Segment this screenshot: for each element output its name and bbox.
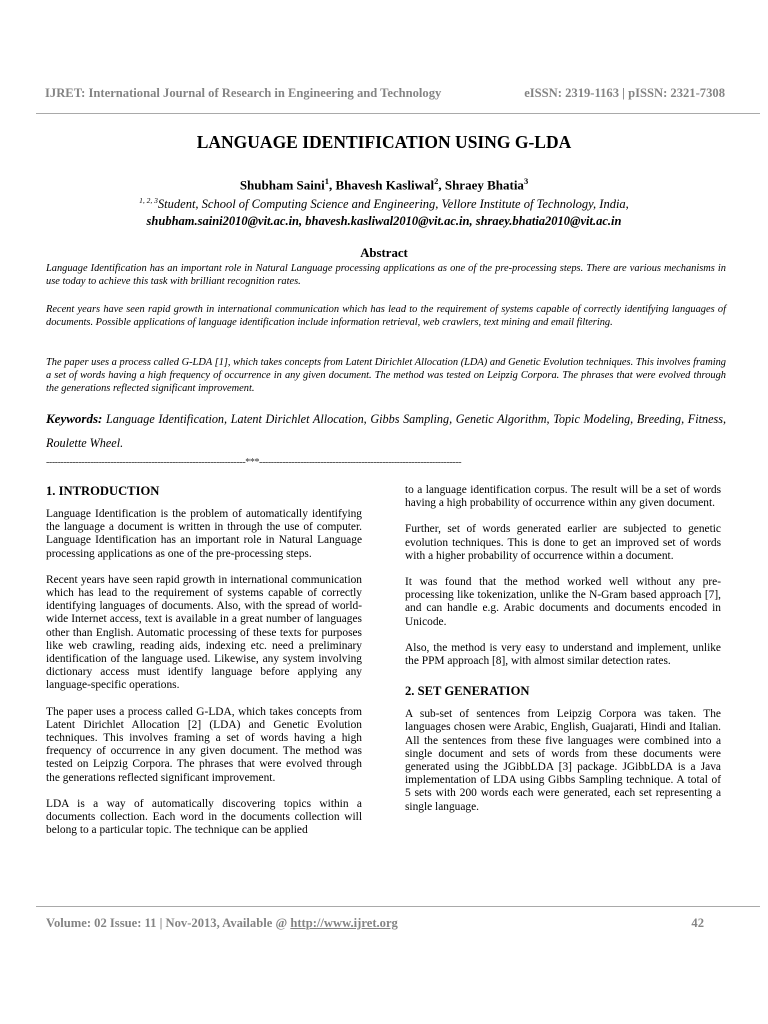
body-paragraph: It was found that the method worked well without any pre-processing like tokenization, unlike the N-Gram based approach [7], and can handle e.g. Arabic documents and documents encoded in Unicode. <box>405 576 721 628</box>
affiliation-text: Student, School of Computing Science and Engineering, Vellore Institute of Technology, India, <box>157 197 629 212</box>
keywords <box>46 407 726 455</box>
author-name: Bhavesh Kasliwal <box>335 177 435 193</box>
section-separator: --------------------------------------------------------------------***--------------------------------------------------------------------- <box>46 457 462 468</box>
body-paragraph: Language Identification is the problem of automatically identifying the language a document is written in through the use of computer. Language Identification has an important role in Natural Language processing applications as one of the pre-processing steps. <box>46 508 362 560</box>
running-header <box>45 86 725 102</box>
page-number: 42 <box>691 916 704 930</box>
footer-rule <box>36 906 760 907</box>
abstract-paragraph: Recent years have seen rapid growth in international communication which has lead to the requirement of systems capable of correctly identifying languages of documents. Possible applications of language identification include information retrieval, web crawlers, text mining and email filtering. <box>46 304 726 328</box>
header-rule <box>36 113 760 114</box>
issn-numbers: eISSN: 2319-1163 | pISSN: 2321-7308 <box>524 86 725 100</box>
right-column <box>405 484 721 827</box>
keywords-label: Keywords: <box>46 411 103 426</box>
volume-info <box>46 916 398 931</box>
paper-title: LANGUAGE IDENTIFICATION USING G-LDA <box>196 132 572 152</box>
author-affil-mark: 2 <box>434 176 439 186</box>
body-paragraph: Also, the method is very easy to understand and implement, unlike the PPM approach [8], with almost similar detection rates. <box>405 641 721 668</box>
affiliation-marks: 1, 2, 3 <box>139 196 158 205</box>
author-affil-mark: 3 <box>523 176 529 186</box>
abstract-paragraph: The paper uses a process called G-LDA [1], which takes concepts from Latent Dirichlet Allocation (LDA) and Genetic Evolution techniques. This involves framing a set of words having a high frequency of occurrence in any given document. The method was tested on Leipzig Corpora. The phrases that were evolved through the generations reflected significant improvement. <box>46 357 726 394</box>
author-list <box>0 176 768 193</box>
abstract-paragraph: Language Identification has an important role in Natural Language processing applications as one of the pre-processing steps. There are various mechanisms in use today to achieve this task with brilliant recognition rates. <box>46 263 726 287</box>
affiliation <box>0 196 768 212</box>
body-paragraph: Further, set of words generated earlier are subjected to genetic evolution techniques. This is done to get an improved set of words with a higher probability of occurrence within a document. <box>405 523 721 562</box>
left-column <box>46 484 362 850</box>
body-paragraph: Recent years have seen rapid growth in international communication which has lead to the requirement of systems capable of correctly identifying languages of documents. Also, with the spread of world-wide Internet access, text is available in a great number of languages other than English. Automatic processing of these texts for purposes like web crawling, reading aids, indexing etc. need a preliminary identification of the language used. Likewise, any system involving dictionary access must identify language before applying any language-specific operations. <box>46 573 362 692</box>
author-affil-mark: 1 <box>324 176 329 186</box>
journal-url-link[interactable]: http://www.ijret.org <box>290 916 398 930</box>
body-paragraph: to a language identification corpus. The result will be a set of words having a high probability of occurrence within any given document. <box>405 484 721 510</box>
section-heading: 1. INTRODUCTION <box>46 484 160 498</box>
author-emails: shubham.saini2010@vit.ac.in, bhavesh.kasliwal2010@vit.ac.in, shraey.bhatia2010@vit.ac.in <box>146 214 622 228</box>
body-paragraph: The paper uses a process called G-LDA, which takes concepts from Latent Dirichlet Allocation [2] (LDA) and Genetic Evolution techniques. This involves framing a set of words having a high frequency of occurrence in any given document. The method was tested on Leipzig Corpora. The phrases that were evolved through the generations reflected significant improvement. <box>46 705 362 784</box>
body-paragraph: LDA is a way of automatically discovering topics within a documents collection. Each word in the documents collection will belong to a particular topic. The technique can be applied <box>46 797 362 837</box>
author-separator: , <box>438 177 445 193</box>
journal-name: IJRET: International Journal of Research in Engineering and Technology <box>45 86 442 100</box>
body-paragraph: A sub-set of sentences from Leipzig Corpora was taken. The languages chosen were Arabic, English, Guajarati, Hindi and Italian. All the sentences from these five languages were combined into a single document and sets of words from these documents were generated using the JGibbLDA [3] package. JGibbLDA is a Java implementation of LDA using Gibbs Sampling technique. A total of 5 sets with 200 words each were generated, each set representing a single language. <box>405 708 721 813</box>
abstract-heading: Abstract <box>360 246 408 260</box>
author-separator: , <box>328 177 336 193</box>
running-footer <box>46 916 704 932</box>
section-heading: 2. SET GENERATION <box>405 684 530 699</box>
keywords-text: Language Identification, Latent Dirichlet Allocation, Gibbs Sampling, Genetic Algorithm, Topic Modeling, Breeding, Fitness, Roulette Wheel. <box>46 412 727 450</box>
author-name: Shraey Bhatia <box>444 177 524 193</box>
volume-text: Volume: 02 Issue: 11 | Nov-2013, Available @ <box>46 916 291 930</box>
author-name: Shubham Saini <box>239 177 325 193</box>
